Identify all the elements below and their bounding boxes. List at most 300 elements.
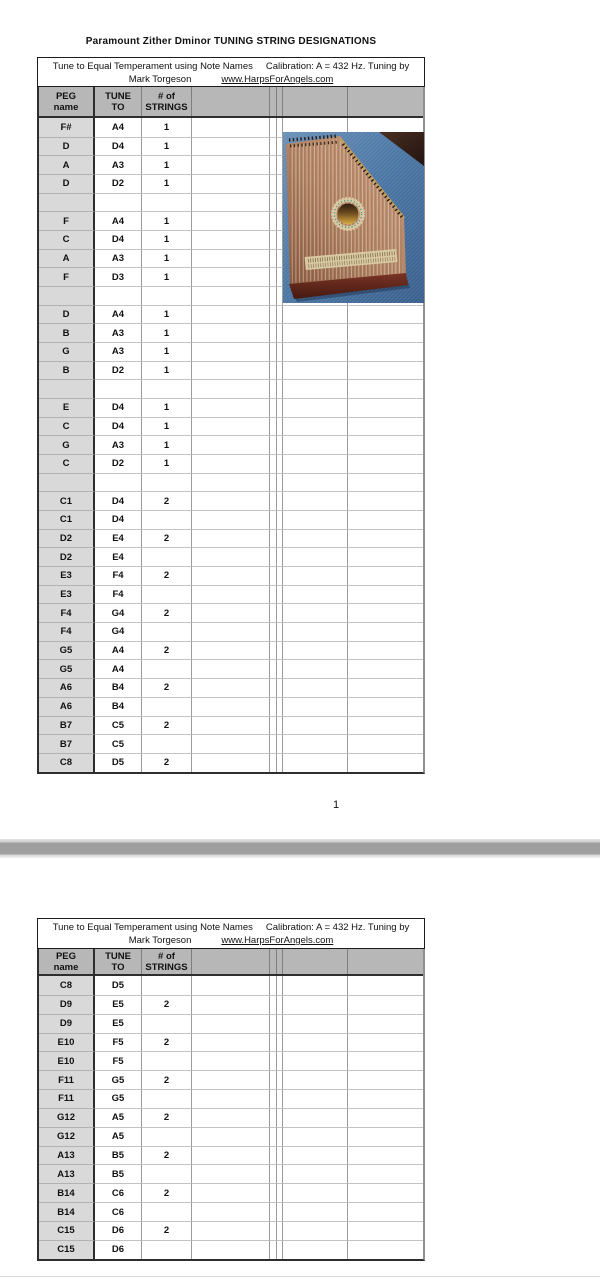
peg-cell: A [39,249,95,268]
strings-count-cell: 1 [142,211,192,230]
empty-cell [348,547,423,566]
empty-cell [348,342,423,361]
empty-cell [270,286,277,305]
empty-cell [283,379,348,398]
empty-cell [348,1070,423,1089]
page-number: 1 [332,799,340,811]
empty-cell [270,211,277,230]
strings-count-cell [142,734,192,753]
empty-cell [283,1051,348,1070]
strings-count-cell [142,976,192,995]
table-row [39,641,423,660]
tune-to-cell: D2 [95,174,142,193]
tune-to-cell: B5 [95,1164,142,1183]
empty-cell [283,547,348,566]
empty-cell [348,566,423,585]
strings-count-cell: 1 [142,305,192,324]
empty-cell [348,1164,423,1183]
empty-cell [270,1033,277,1052]
empty-cell [192,361,270,380]
empty-cell [192,734,270,753]
empty-cell [348,1240,423,1259]
empty-cell [270,1070,277,1089]
tune-to-cell: A3 [95,249,142,268]
empty-cell [192,529,270,548]
strings-count-cell: 1 [142,230,192,249]
tune-to-cell: D5 [95,753,142,772]
empty-cell [270,342,277,361]
strings-count-cell: 2 [142,603,192,622]
empty-cell [283,1014,348,1033]
tune-to-cell: A3 [95,323,142,342]
empty-cell [348,379,423,398]
partial-row-line [0,1276,600,1277]
table-row [39,1183,423,1202]
empty-cell [270,137,277,156]
empty-cell [348,529,423,548]
table-row [39,1051,423,1070]
table-row [39,716,423,735]
empty-cell [192,659,270,678]
peg-cell: G5 [39,659,95,678]
empty-cell [283,305,348,324]
strings-count-cell: 2 [142,1183,192,1202]
table-row [39,1108,423,1127]
tune-to-cell: G4 [95,603,142,622]
strings-count-cell: 1 [142,137,192,156]
peg-cell: D2 [39,547,95,566]
empty-cell [270,118,277,137]
empty-cell [270,1202,277,1221]
tune-to-cell: B5 [95,1146,142,1165]
peg-cell: E10 [39,1033,95,1052]
strings-count-cell [142,1164,192,1183]
col-header-peg-name: PEG name [39,87,95,116]
table-row [39,753,423,772]
strings-count-cell: 2 [142,1033,192,1052]
empty-cell [348,361,423,380]
peg-cell: D [39,305,95,324]
empty-cell [192,1033,270,1052]
col-header-tune-to: TUNE TO [95,87,142,116]
strings-count-cell: 2 [142,1108,192,1127]
table-row [39,678,423,697]
tune-to-cell: D2 [95,361,142,380]
tune-to-cell: A4 [95,659,142,678]
strings-count-cell [142,1240,192,1259]
empty-cell [270,995,277,1014]
table-row [39,976,423,995]
website-link[interactable]: www.HarpsForAngels.com [221,74,334,85]
empty-cell [192,211,270,230]
empty-cell [270,417,277,436]
strings-count-cell: 1 [142,155,192,174]
table-row [39,1033,423,1052]
empty-cell [270,678,277,697]
table-row [39,1164,423,1183]
col-header-empty [348,949,423,974]
peg-cell: F4 [39,603,95,622]
peg-cell: A13 [39,1146,95,1165]
empty-cell [283,323,348,342]
col-header-empty [192,949,270,974]
calibration-text: Calibration: A = 432 Hz. Tuning by [265,922,410,933]
peg-cell: D [39,174,95,193]
tune-to-cell: A3 [95,435,142,454]
table-row [39,510,423,529]
empty-cell [283,398,348,417]
strings-count-cell [142,697,192,716]
col-header-empty [348,87,423,116]
empty-cell [270,1127,277,1146]
empty-cell [348,1014,423,1033]
tune-to-cell: C5 [95,716,142,735]
tune-to-cell: C6 [95,1202,142,1221]
empty-cell [348,697,423,716]
empty-cell [283,435,348,454]
tune-to-cell [95,379,142,398]
strings-count-cell: 2 [142,1070,192,1089]
empty-cell [283,697,348,716]
tune-to-cell: A3 [95,155,142,174]
empty-cell [270,1164,277,1183]
tune-to-cell: D4 [95,510,142,529]
empty-cell [348,659,423,678]
empty-cell [192,155,270,174]
peg-cell: D2 [39,529,95,548]
peg-cell: A [39,155,95,174]
table-row [39,1240,423,1259]
peg-cell: F4 [39,622,95,641]
empty-cell [348,1108,423,1127]
tune-to-cell: G5 [95,1070,142,1089]
empty-cell [283,753,348,772]
empty-cell [270,361,277,380]
tune-to-cell: G5 [95,1089,142,1108]
empty-cell [348,1127,423,1146]
peg-cell: C [39,417,95,436]
empty-cell [192,249,270,268]
empty-cell [283,491,348,510]
empty-cell [270,454,277,473]
strings-count-cell [142,1202,192,1221]
empty-cell [192,230,270,249]
peg-cell: A6 [39,678,95,697]
table-row [39,361,423,380]
peg-cell: B [39,323,95,342]
empty-cell [283,1108,348,1127]
peg-cell: E3 [39,566,95,585]
empty-cell [270,510,277,529]
strings-count-cell [142,547,192,566]
empty-cell [270,1146,277,1165]
empty-cell [283,342,348,361]
empty-cell [348,1183,423,1202]
empty-cell [283,1089,348,1108]
tune-to-cell: F4 [95,566,142,585]
empty-cell [270,323,277,342]
table-row [39,454,423,473]
empty-cell [283,585,348,604]
tune-to-cell: F5 [95,1033,142,1052]
table-row [39,995,423,1014]
strings-count-cell [142,622,192,641]
empty-cell [270,249,277,268]
empty-cell [348,1089,423,1108]
tune-to-cell: E5 [95,1014,142,1033]
table-row [39,305,423,324]
page-divider [0,839,600,858]
empty-cell [192,491,270,510]
strings-count-cell: 2 [142,1221,192,1240]
tune-to-cell: C5 [95,734,142,753]
peg-cell: C [39,230,95,249]
tune-to-cell: A4 [95,305,142,324]
peg-cell: D9 [39,1014,95,1033]
table-row [39,622,423,641]
strings-count-cell: 1 [142,435,192,454]
peg-cell: C8 [39,976,95,995]
tune-to-cell: D4 [95,398,142,417]
tuning-info-line2 [38,73,424,86]
empty-cell [283,1202,348,1221]
empty-cell [192,379,270,398]
empty-cell [270,641,277,660]
tuning-info-box-page1 [37,57,425,87]
tuning-table-page2 [37,949,425,1261]
strings-count-cell: 2 [142,529,192,548]
tune-to-cell: B4 [95,697,142,716]
empty-cell [192,622,270,641]
strings-count-cell [142,379,192,398]
table-row [39,659,423,678]
empty-cell [192,995,270,1014]
empty-cell [283,659,348,678]
empty-cell [348,398,423,417]
empty-cell [283,734,348,753]
empty-cell [283,473,348,492]
website-link[interactable]: www.HarpsForAngels.com [221,935,334,946]
empty-cell [348,454,423,473]
empty-cell [270,305,277,324]
calibration-text: Calibration: A = 432 Hz. Tuning by [265,61,410,72]
empty-cell [192,1164,270,1183]
peg-cell: B7 [39,716,95,735]
empty-cell [192,603,270,622]
empty-cell [270,603,277,622]
empty-cell [283,716,348,735]
tune-to-cell: D6 [95,1221,142,1240]
empty-cell [192,1240,270,1259]
empty-cell [192,398,270,417]
empty-cell [192,566,270,585]
empty-cell [283,1221,348,1240]
empty-cell [270,230,277,249]
table-row [39,379,423,398]
tune-to-cell: D5 [95,976,142,995]
table-row [39,1146,423,1165]
tune-to-cell: D2 [95,454,142,473]
strings-count-cell: 2 [142,753,192,772]
tune-to-cell: D3 [95,267,142,286]
empty-cell [192,435,270,454]
table-header-row [39,87,423,118]
peg-cell [39,193,95,212]
table-row [39,323,423,342]
empty-cell [270,547,277,566]
tune-to-cell [95,473,142,492]
table-row [39,734,423,753]
tune-to-cell: A4 [95,211,142,230]
tune-to-cell: D4 [95,491,142,510]
empty-cell [348,417,423,436]
strings-count-cell [142,286,192,305]
empty-cell [283,641,348,660]
strings-count-cell [142,193,192,212]
empty-cell [192,267,270,286]
strings-count-cell: 1 [142,361,192,380]
zither-photo [283,132,424,303]
peg-cell: C8 [39,753,95,772]
table-row [39,1070,423,1089]
peg-cell: B7 [39,734,95,753]
empty-cell [348,603,423,622]
tuning-info-box-page2 [37,918,425,949]
peg-cell: C1 [39,491,95,510]
empty-cell [192,976,270,995]
table-row [39,435,423,454]
empty-cell [270,1051,277,1070]
empty-cell [270,1240,277,1259]
col-header-num-strings: # of STRINGS [142,949,192,974]
empty-cell [283,361,348,380]
strings-count-cell [142,659,192,678]
strings-count-cell: 1 [142,174,192,193]
table-body-page2 [39,976,423,1259]
strings-count-cell [142,1014,192,1033]
tuning-info-line1 [38,921,424,934]
peg-cell: G [39,342,95,361]
peg-cell: F# [39,118,95,137]
empty-cell [283,1183,348,1202]
empty-cell [348,1202,423,1221]
empty-cell [270,193,277,212]
table-row [39,398,423,417]
empty-cell [192,1146,270,1165]
peg-cell: F11 [39,1089,95,1108]
empty-cell [348,995,423,1014]
empty-cell [270,491,277,510]
empty-cell [283,529,348,548]
empty-cell [283,622,348,641]
table-row [39,1221,423,1240]
empty-cell [348,1051,423,1070]
strings-count-cell: 2 [142,566,192,585]
empty-cell [192,473,270,492]
peg-cell: B14 [39,1183,95,1202]
empty-cell [348,305,423,324]
tuning-instruction: Tune to Equal Temperament using Note Names [52,922,253,933]
empty-cell [192,1183,270,1202]
tune-to-cell [95,193,142,212]
empty-cell [270,1089,277,1108]
empty-cell [192,1221,270,1240]
strings-count-cell [142,473,192,492]
empty-cell [283,1070,348,1089]
strings-count-cell: 1 [142,342,192,361]
strings-count-cell: 2 [142,678,192,697]
tune-to-cell: B4 [95,678,142,697]
strings-count-cell [142,1051,192,1070]
tune-to-cell: D6 [95,1240,142,1259]
empty-cell [192,678,270,697]
empty-cell [192,454,270,473]
peg-cell: E3 [39,585,95,604]
author-name: Mark Torgeson [128,74,192,85]
tuning-info-line2 [38,934,424,947]
empty-cell [348,734,423,753]
peg-cell: D [39,137,95,156]
tune-to-cell: E4 [95,547,142,566]
empty-cell [192,641,270,660]
peg-cell: E [39,398,95,417]
peg-cell: C15 [39,1221,95,1240]
empty-cell [283,603,348,622]
col-header-empty [283,949,348,974]
tune-to-cell: F5 [95,1051,142,1070]
empty-cell [192,585,270,604]
table-row [39,342,423,361]
table-row [39,697,423,716]
tune-to-cell: C6 [95,1183,142,1202]
strings-count-cell: 1 [142,454,192,473]
tuning-instruction: Tune to Equal Temperament using Note Names [52,61,253,72]
empty-cell [192,1108,270,1127]
empty-cell [348,510,423,529]
empty-cell [192,697,270,716]
table-row [39,491,423,510]
empty-cell [270,716,277,735]
empty-cell [192,118,270,137]
table-row [39,1202,423,1221]
table-header-row [39,949,423,976]
empty-cell [270,585,277,604]
table-row [39,603,423,622]
strings-count-cell: 2 [142,641,192,660]
tune-to-cell: A4 [95,118,142,137]
table-row [39,1014,423,1033]
empty-cell [270,734,277,753]
tune-to-cell: G4 [95,622,142,641]
tune-to-cell: F4 [95,585,142,604]
empty-cell [283,1146,348,1165]
col-header-peg-name: PEG name [39,949,95,974]
strings-count-cell: 1 [142,323,192,342]
tune-to-cell: D4 [95,137,142,156]
empty-cell [270,753,277,772]
strings-count-cell [142,1127,192,1146]
tune-to-cell: A4 [95,641,142,660]
strings-count-cell [142,1089,192,1108]
strings-count-cell: 1 [142,267,192,286]
empty-cell [192,305,270,324]
tune-to-cell: A3 [95,342,142,361]
empty-cell [192,510,270,529]
empty-cell [348,435,423,454]
empty-cell [192,547,270,566]
empty-cell [192,193,270,212]
table-row [39,547,423,566]
